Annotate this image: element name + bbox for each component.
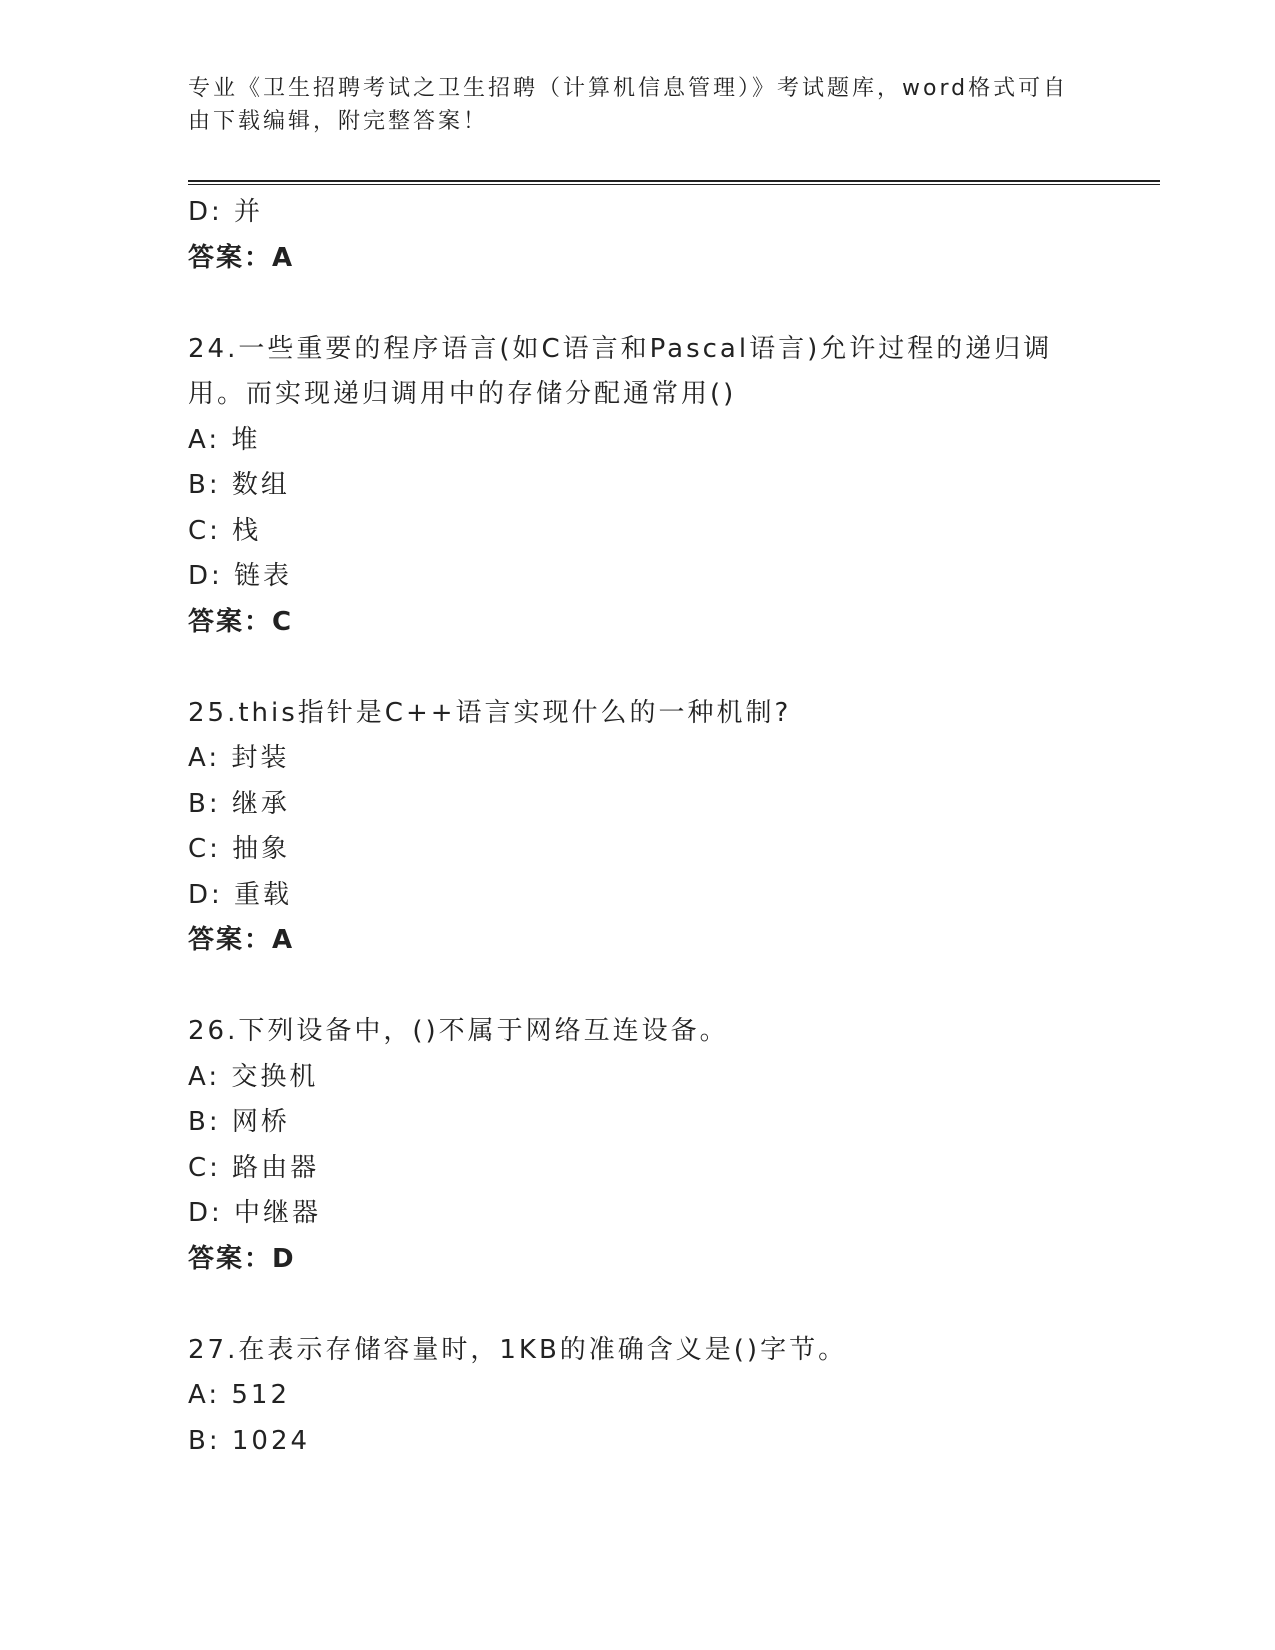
answer-line: 答案：C	[188, 606, 294, 637]
spacer	[188, 645, 1088, 691]
answer-line: 答案：A	[188, 242, 295, 273]
option-c: C: 栈	[188, 515, 262, 546]
question-27	[188, 1328, 1088, 1465]
question-stem-line: 24.一些重要的程序语言(如C语言和Pascal语言)允许过程的递归调	[188, 333, 1053, 364]
prev-question-tail	[188, 190, 1088, 281]
document-header	[188, 72, 1078, 138]
question-list	[188, 190, 1088, 1464]
header-line-2: 由下载编辑，附完整答案！	[188, 109, 489, 134]
option-c: C: 路由器	[188, 1152, 320, 1183]
question-24	[188, 327, 1088, 646]
question-stem-line: 26.下列设备中，()不属于网络互连设备。	[188, 1016, 729, 1046]
answer-line: 答案：A	[188, 925, 295, 955]
option-b: B: 数组	[188, 470, 290, 500]
option-b: B: 网桥	[188, 1107, 290, 1137]
spacer	[188, 964, 1088, 1010]
option-c: C: 抽象	[188, 834, 291, 864]
spacer	[188, 1282, 1088, 1328]
option-d: D: 中继器	[188, 1198, 322, 1228]
question-26	[188, 1009, 1088, 1282]
option-a: A: 堆	[188, 424, 261, 455]
option-a: A: 交换机	[188, 1061, 319, 1092]
question-stem-line: 25.this指针是C++语言实现什么的一种机制?	[188, 697, 792, 728]
option-a: A: 封装	[188, 743, 290, 773]
option-d: D: 重载	[188, 879, 293, 910]
header-divider-thin	[188, 184, 1160, 185]
question-stem-line: 用。而实现递归调用中的存储分配通常用()	[188, 379, 737, 409]
answer-line: 答案：D	[188, 1243, 296, 1274]
header-line-1: 专业《卫生招聘考试之卫生招聘（计算机信息管理）》考试题库，word格式可自	[188, 76, 1069, 101]
header-divider	[188, 180, 1160, 182]
option-d: D: 链表	[188, 561, 293, 591]
question-stem-line: 27.在表示存储容量时，1KB的准确含义是()字节。	[188, 1334, 848, 1365]
option-a: A: 512	[188, 1380, 290, 1410]
option-b: B: 1024	[188, 1425, 311, 1456]
spacer	[188, 281, 1088, 327]
option-b: B: 继承	[188, 788, 290, 819]
option-d: D: 并	[188, 197, 264, 227]
question-25	[188, 691, 1088, 964]
